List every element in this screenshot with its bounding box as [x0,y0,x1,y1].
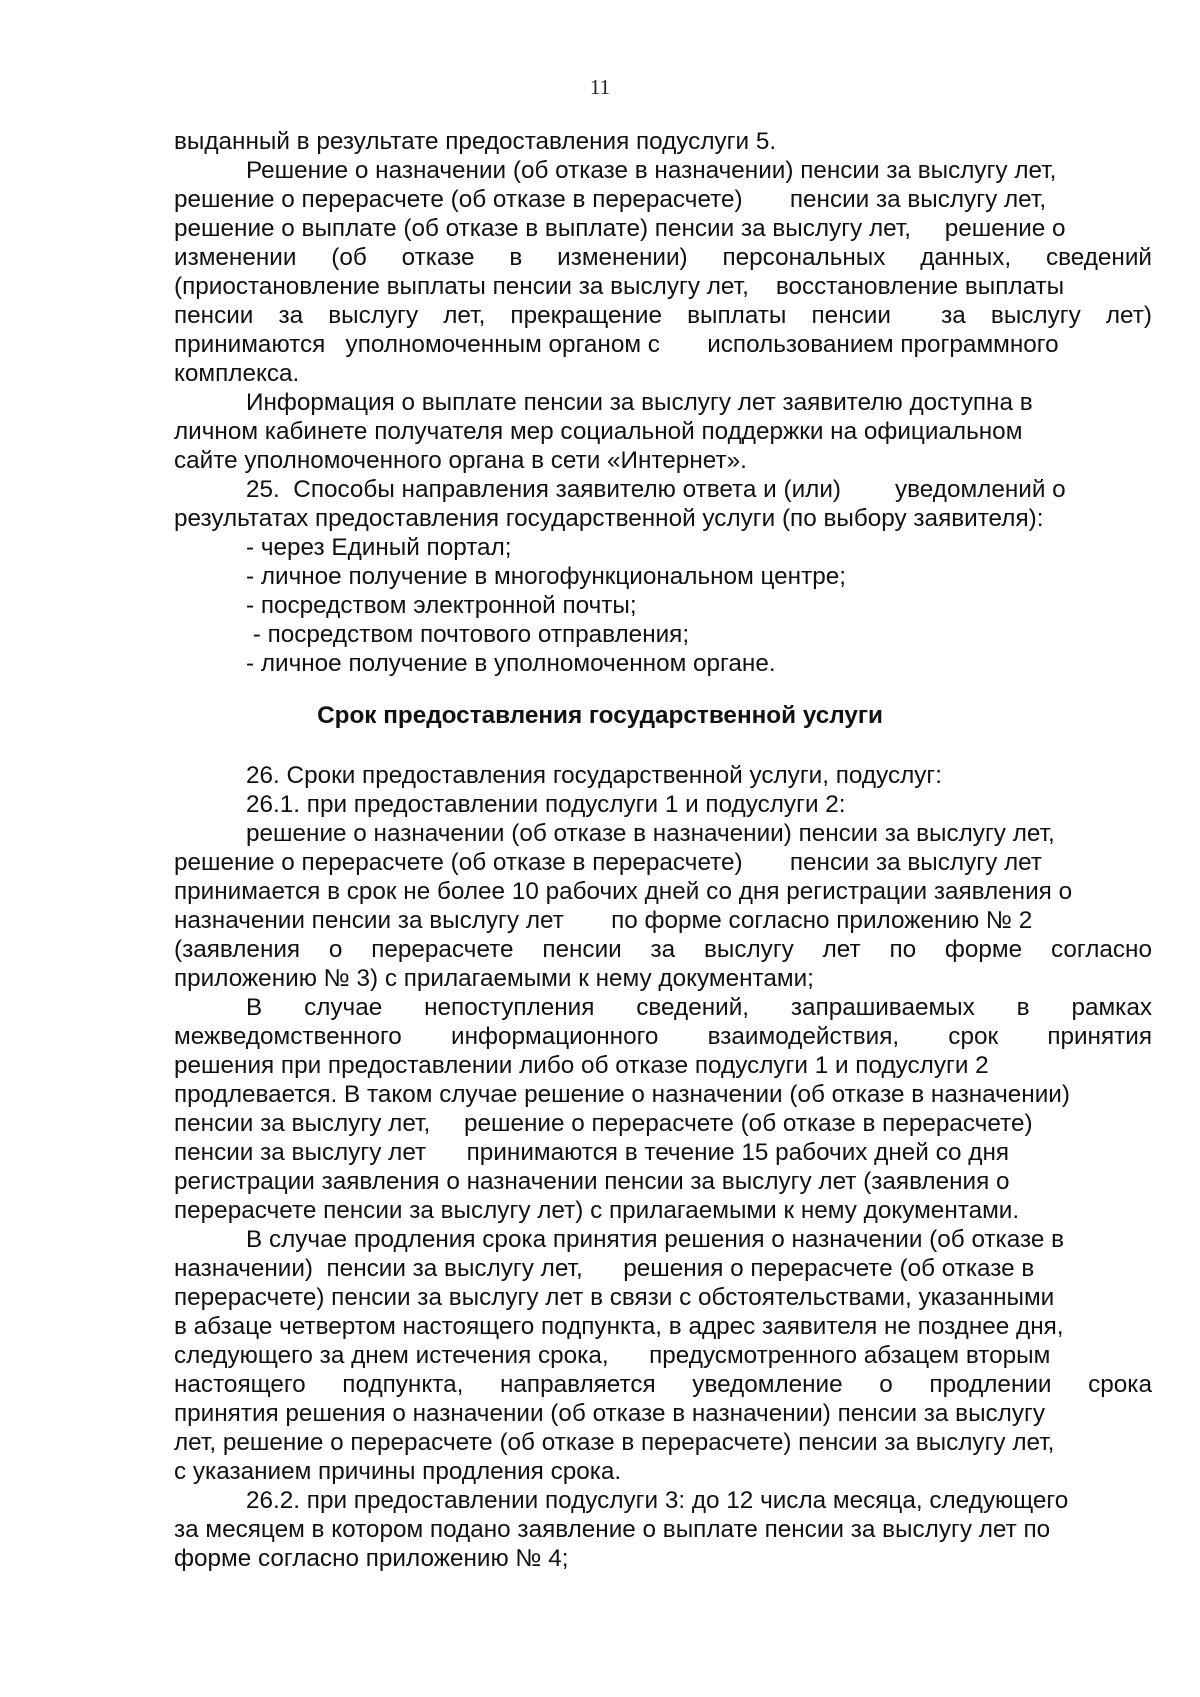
list-item: - через Единый портал; [246,534,512,561]
text-line: лет, решение о перерасчете (об отказе в перерасчете) пенсии за выслугу лет, [174,1429,1055,1456]
text-line: Информация о выплате пенсии за выслугу лет заявителю доступна в [246,389,1033,416]
text-line: Решение о назначении (об отказе в назначении) пенсии за выслугу лет, [246,157,1057,184]
text-line: комплекса. [174,360,300,387]
section-heading: Срок предоставления государственной услуги [317,702,883,729]
text-line: решения при предоставлении либо об отказе подуслуги 1 и подуслуги 2 [174,1052,989,1079]
text-line: решение о выплате (об отказе в выплате) пенсии за выслугу лет, решение о [174,215,1066,242]
text-line: форме согласно приложению № 4; [174,1545,569,1572]
text-line: принимается в срок не более 10 рабочих дней со дня регистрации заявления о [174,878,1073,905]
text-line: изменении (об отказе в изменении) персональных данных, сведений [174,244,1152,271]
text-line: пенсии за выслугу лет, прекращение выплаты пенсии за выслугу лет) [174,302,1152,329]
text-line: В случае продления срока принятия решения о назначении (об отказе в [246,1226,1064,1253]
text-line: приложению № 3) с прилагаемыми к нему документами; [174,965,814,992]
text-line: пенсии за выслугу лет принимаются в течение 15 рабочих дней со дня [174,1139,1010,1166]
text-line: 26.1. при предоставлении подуслуги 1 и подуслуги 2: [246,791,846,818]
text-line: настоящего подпункта, направляется уведомление о продлении срока [174,1371,1152,1398]
text-line: с указанием причины продления срока. [174,1458,622,1485]
text-line: принятия решения о назначении (об отказе в назначении) пенсии за выслугу [174,1400,1046,1427]
text-line: личном кабинете получателя мер социальной поддержки на официальном [174,418,1023,445]
text-line: 26.2. при предоставлении подуслуги 3: до 12 числа месяца, следующего [246,1487,1069,1514]
text-line: (приостановление выплаты пенсии за выслугу лет, восстановление выплаты [174,273,1065,300]
list-item: - посредством электронной почты; [246,592,637,619]
text-line: в абзаце четвертом настоящего подпункта, в адрес заявителя не позднее дня, [174,1313,1064,1340]
text-line: (заявления о перерасчете пенсии за выслугу лет по форме согласно [174,936,1152,963]
text-line: 26. Сроки предоставления государственной услуги, подуслуг: [246,762,943,789]
text-line: назначении пенсии за выслугу лет по форме согласно приложению № 2 [174,907,1033,934]
text-line: пенсии за выслугу лет, решение о перерасчете (об отказе в перерасчете) [174,1110,1033,1137]
text-line: решение о перерасчете (об отказе в перерасчете) пенсии за выслугу лет [174,849,1043,876]
text-line: назначении) пенсии за выслугу лет, решения о перерасчете (об отказе в [174,1255,1035,1282]
list-item: - личное получение в уполномоченном органе. [246,650,776,677]
text-line: 25. Способы направления заявителю ответа и (или) уведомлений о [246,476,1066,503]
list-item: - личное получение в многофункциональном центре; [246,563,847,590]
text-line: результатах предоставления государственной услуги (по выбору заявителя): [174,505,1044,532]
text-line: продлевается. В таком случае решение о назначении (об отказе в назначении) [174,1081,1070,1108]
text-line: перерасчете) пенсии за выслугу лет в связи с обстоятельствами, указанными [174,1284,1055,1311]
list-item: - посредством почтового отправления; [246,621,690,648]
text-line: межведомственного информационного взаимодействия, срок принятия [174,1023,1152,1050]
text-line: перерасчете пенсии за выслугу лет) с прилагаемыми к нему документами. [174,1197,1020,1224]
text-line: выданный в результате предоставления подуслуги 5. [174,128,777,155]
page-number: 11 [589,75,611,99]
text-line: решение о перерасчете (об отказе в перерасчете) пенсии за выслугу лет, [174,186,1047,213]
text-line: регистрации заявления о назначении пенсии за выслугу лет (заявления о [174,1168,1010,1195]
text-line: за месяцем в котором подано заявление о выплате пенсии за выслугу лет по [174,1516,1051,1543]
text-line: принимаются уполномоченным органом с использованием программного [174,331,1059,358]
text-line: В случае непоступления сведений, запрашиваемых в рамках [246,994,1152,1021]
text-line: следующего за днем истечения срока, предусмотренного абзацем вторым [174,1342,1051,1369]
text-line: решение о назначении (об отказе в назначении) пенсии за выслугу лет, [246,820,1055,847]
text-line: сайте уполномоченного органа в сети «Интернет». [174,447,747,474]
